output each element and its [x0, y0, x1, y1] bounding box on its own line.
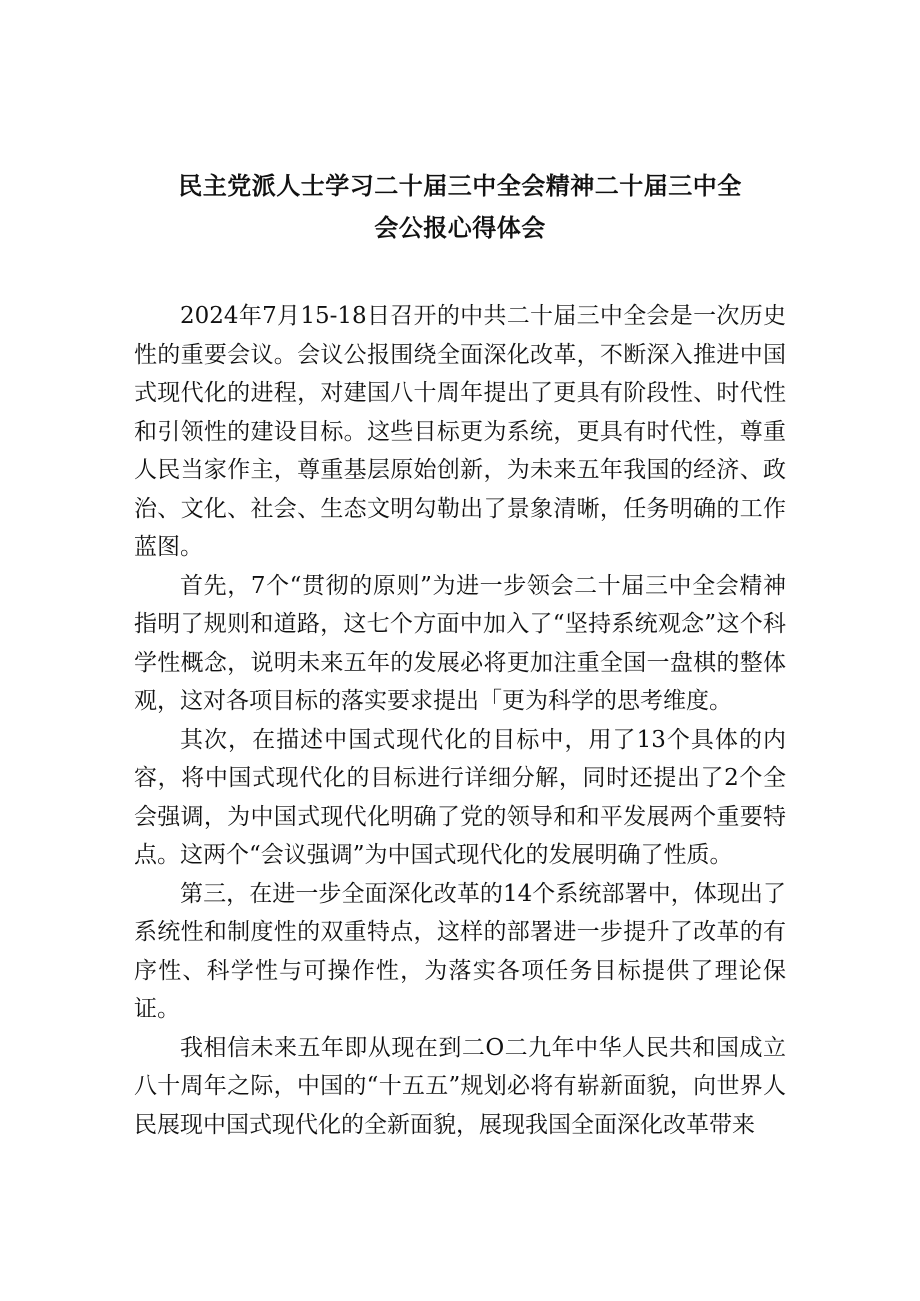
title-line-2: 会公报心得体会: [374, 214, 546, 242]
paragraph-first: 首先，7个“贯彻的原则”为进一步领会二十届三中全会精神指明了规则和道路，这七个方面中加入了“坚持系统观念”这个科学性概念，说明未来五年的发展必将更加注重全国一盘棋的整体观，这对各项目标的落实要求提出「更为科学的思考维度。: [134, 572, 786, 714]
paragraph-closing: 我相信未来五年即从现在到二O二九年中华人民共和国成立八十周年之际，中国的“十五五”规划必将有崭新面貌，向世界人民展现中国式现代化的全新面貌，展现我国全面深化改革带来: [134, 1034, 786, 1138]
paragraph-second: 其次，在描述中国式现代化的目标中，用了13个具体的内容，将中国式现代化的目标进行详细分解，同时还提出了2个全会强调，为中国式现代化明确了党的领导和和平发展两个重要特点。这两个“会议强调”为中国式现代化的发展明确了性质。: [134, 726, 786, 868]
paragraph-third: 第三，在进一步全面深化改革的14个系统部署中，体现出了系统性和制度性的双重特点，这样的部署进一步提升了改革的有序性、科学性与可操作性，为落实各项任务目标提供了理论保证。: [134, 880, 786, 1022]
document-title: [120, 165, 800, 249]
paragraph-intro: 2024年7月15-18日召开的中共二十届三中全会是一次历史性的重要会议。会议公报围绕全面深化改革，不断深入推进中国式现代化的进程，对建国八十周年提出了更具有阶段性、时代性和引领性的建设目标。这些目标更为系统，更具有时代性，尊重人民当家作主，尊重基层原始创新，为未来五年我国的经济、政治、文化、社会、生态文明勾勒出了景象清晰，任务明确的工作蓝图。: [134, 303, 786, 560]
title-line-1: 民主党派人士学习二十届三中全会精神二十届三中全: [178, 172, 742, 200]
document-body: [134, 297, 786, 1144]
